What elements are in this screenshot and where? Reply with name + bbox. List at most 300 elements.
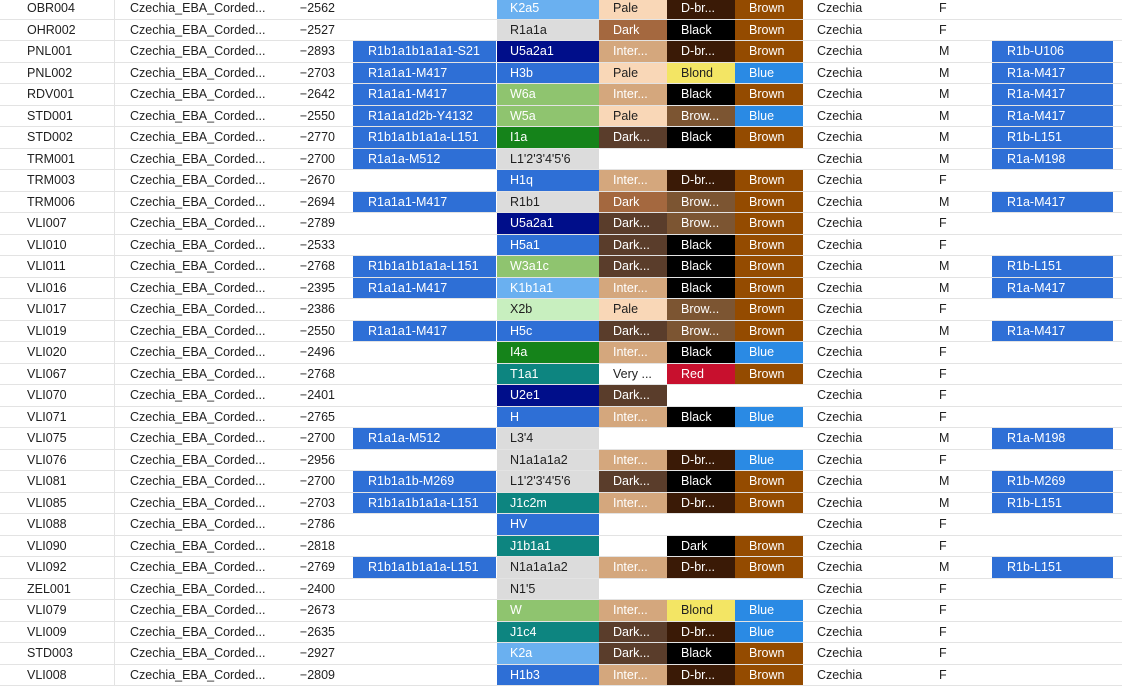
skin-color-cell[interactable]: Dark	[599, 192, 667, 213]
hair-color-cell[interactable]: D-br...	[667, 665, 735, 686]
eye-color-cell[interactable]: Brown	[735, 643, 803, 664]
table-row[interactable]	[0, 321, 1122, 343]
skin-color-cell[interactable]: Dark...	[599, 127, 667, 148]
sex-cell[interactable]: M	[939, 192, 969, 213]
date-cell[interactable]: −2550	[285, 321, 335, 342]
skin-color-cell[interactable]: Dark...	[599, 622, 667, 643]
y-group-cell[interactable]	[992, 170, 1113, 191]
table-row[interactable]	[0, 106, 1122, 128]
sex-cell[interactable]: M	[939, 63, 969, 84]
mt-haplogroup-cell[interactable]: J1c2m	[497, 493, 599, 514]
culture-cell[interactable]: Czechia_EBA_Corded...	[130, 321, 280, 342]
table-row[interactable]	[0, 622, 1122, 644]
sample-id-cell[interactable]: VLI010	[27, 235, 112, 256]
mt-haplogroup-cell[interactable]: R1a1a	[497, 20, 599, 41]
skin-color-cell[interactable]: Inter...	[599, 557, 667, 578]
y-group-cell[interactable]	[992, 579, 1113, 600]
skin-color-cell[interactable]: Dark...	[599, 385, 667, 406]
hair-color-cell[interactable]: D-br...	[667, 450, 735, 471]
country-cell[interactable]: Czechia	[817, 256, 917, 277]
sample-id-cell[interactable]: OHR002	[27, 20, 112, 41]
sample-id-cell[interactable]: VLI092	[27, 557, 112, 578]
sample-id-cell[interactable]: PNL002	[27, 63, 112, 84]
culture-cell[interactable]: Czechia_EBA_Corded...	[130, 213, 280, 234]
y-group-cell[interactable]	[992, 514, 1113, 535]
mt-haplogroup-cell[interactable]: N1a1a1a2	[497, 557, 599, 578]
culture-cell[interactable]: Czechia_EBA_Corded...	[130, 342, 280, 363]
eye-color-cell[interactable]: Brown	[735, 235, 803, 256]
table-row[interactable]	[0, 557, 1122, 579]
mt-haplogroup-cell[interactable]: T1a1	[497, 364, 599, 385]
skin-color-cell[interactable]: Inter...	[599, 600, 667, 621]
hair-color-cell[interactable]: Blond	[667, 63, 735, 84]
hair-color-cell[interactable]	[667, 149, 735, 170]
country-cell[interactable]: Czechia	[817, 192, 917, 213]
y-group-cell[interactable]: R1a-M198	[992, 428, 1113, 449]
date-cell[interactable]: −2703	[285, 63, 335, 84]
eye-color-cell[interactable]: Blue	[735, 63, 803, 84]
eye-color-cell[interactable]	[735, 385, 803, 406]
mt-haplogroup-cell[interactable]: I1a	[497, 127, 599, 148]
skin-color-cell[interactable]: Dark...	[599, 321, 667, 342]
culture-cell[interactable]: Czechia_EBA_Corded...	[130, 385, 280, 406]
date-cell[interactable]: −2768	[285, 256, 335, 277]
sex-cell[interactable]: F	[939, 536, 969, 557]
eye-color-cell[interactable]	[735, 579, 803, 600]
country-cell[interactable]: Czechia	[817, 149, 917, 170]
table-row[interactable]	[0, 235, 1122, 257]
sex-cell[interactable]: F	[939, 579, 969, 600]
y-group-cell[interactable]: R1b-L151	[992, 256, 1113, 277]
sample-id-cell[interactable]: VLI075	[27, 428, 112, 449]
culture-cell[interactable]: Czechia_EBA_Corded...	[130, 63, 280, 84]
mt-haplogroup-cell[interactable]: J1c4	[497, 622, 599, 643]
table-row[interactable]	[0, 170, 1122, 192]
table-row[interactable]	[0, 665, 1122, 686]
y-haplogroup-cell[interactable]: R1a1a-M512	[353, 149, 496, 170]
sample-id-cell[interactable]: VLI067	[27, 364, 112, 385]
country-cell[interactable]: Czechia	[817, 364, 917, 385]
eye-color-cell[interactable]	[735, 514, 803, 535]
hair-color-cell[interactable]: Brow...	[667, 299, 735, 320]
sample-id-cell[interactable]: VLI090	[27, 536, 112, 557]
skin-color-cell[interactable]: Dark...	[599, 256, 667, 277]
sex-cell[interactable]: M	[939, 106, 969, 127]
sex-cell[interactable]: F	[939, 170, 969, 191]
hair-color-cell[interactable]: Brow...	[667, 106, 735, 127]
y-haplogroup-cell[interactable]	[353, 600, 496, 621]
skin-color-cell[interactable]: Dark...	[599, 213, 667, 234]
y-haplogroup-cell[interactable]	[353, 364, 496, 385]
date-cell[interactable]: −2893	[285, 41, 335, 62]
hair-color-cell[interactable]: Brow...	[667, 192, 735, 213]
y-group-cell[interactable]	[992, 0, 1113, 19]
hair-color-cell[interactable]: D-br...	[667, 493, 735, 514]
eye-color-cell[interactable]: Brown	[735, 278, 803, 299]
date-cell[interactable]: −2562	[285, 0, 335, 19]
date-cell[interactable]: −2533	[285, 235, 335, 256]
sample-id-cell[interactable]: TRM001	[27, 149, 112, 170]
culture-cell[interactable]: Czechia_EBA_Corded...	[130, 450, 280, 471]
culture-cell[interactable]: Czechia_EBA_Corded...	[130, 364, 280, 385]
y-haplogroup-cell[interactable]	[353, 536, 496, 557]
sample-id-cell[interactable]: VLI085	[27, 493, 112, 514]
skin-color-cell[interactable]: Pale	[599, 63, 667, 84]
mt-haplogroup-cell[interactable]: N1'5	[497, 579, 599, 600]
y-haplogroup-cell[interactable]	[353, 20, 496, 41]
y-group-cell[interactable]	[992, 665, 1113, 686]
culture-cell[interactable]: Czechia_EBA_Corded...	[130, 407, 280, 428]
eye-color-cell[interactable]: Blue	[735, 450, 803, 471]
sample-id-cell[interactable]: VLI008	[27, 665, 112, 686]
y-haplogroup-cell[interactable]	[353, 407, 496, 428]
culture-cell[interactable]: Czechia_EBA_Corded...	[130, 471, 280, 492]
eye-color-cell[interactable]: Brown	[735, 493, 803, 514]
hair-color-cell[interactable]: Black	[667, 342, 735, 363]
table-row[interactable]	[0, 514, 1122, 536]
sample-id-cell[interactable]: VLI009	[27, 622, 112, 643]
sample-id-cell[interactable]: TRM003	[27, 170, 112, 191]
y-group-cell[interactable]	[992, 20, 1113, 41]
country-cell[interactable]: Czechia	[817, 557, 917, 578]
country-cell[interactable]: Czechia	[817, 450, 917, 471]
sample-id-cell[interactable]: VLI007	[27, 213, 112, 234]
date-cell[interactable]: −2694	[285, 192, 335, 213]
hair-color-cell[interactable]: Black	[667, 256, 735, 277]
y-group-cell[interactable]: R1a-M417	[992, 278, 1113, 299]
culture-cell[interactable]: Czechia_EBA_Corded...	[130, 536, 280, 557]
mt-haplogroup-cell[interactable]: K1b1a1	[497, 278, 599, 299]
culture-cell[interactable]: Czechia_EBA_Corded...	[130, 643, 280, 664]
skin-color-cell[interactable]	[599, 536, 667, 557]
sex-cell[interactable]: F	[939, 407, 969, 428]
y-haplogroup-cell[interactable]: R1a1a1d2b-Y4132	[353, 106, 496, 127]
skin-color-cell[interactable]: Inter...	[599, 170, 667, 191]
eye-color-cell[interactable]: Brown	[735, 84, 803, 105]
skin-color-cell[interactable]: Inter...	[599, 84, 667, 105]
country-cell[interactable]: Czechia	[817, 106, 917, 127]
culture-cell[interactable]: Czechia_EBA_Corded...	[130, 84, 280, 105]
date-cell[interactable]: −2496	[285, 342, 335, 363]
date-cell[interactable]: −2700	[285, 428, 335, 449]
sex-cell[interactable]: M	[939, 557, 969, 578]
y-haplogroup-cell[interactable]	[353, 213, 496, 234]
mt-haplogroup-cell[interactable]: H5c	[497, 321, 599, 342]
eye-color-cell[interactable]: Blue	[735, 342, 803, 363]
sex-cell[interactable]: F	[939, 20, 969, 41]
sex-cell[interactable]: F	[939, 643, 969, 664]
sample-id-cell[interactable]: RDV001	[27, 84, 112, 105]
hair-color-cell[interactable]: Red	[667, 364, 735, 385]
y-haplogroup-cell[interactable]: R1b1a1b1a1a1-S21	[353, 41, 496, 62]
skin-color-cell[interactable]: Pale	[599, 299, 667, 320]
eye-color-cell[interactable]: Brown	[735, 364, 803, 385]
skin-color-cell[interactable]: Dark...	[599, 643, 667, 664]
date-cell[interactable]: −2786	[285, 514, 335, 535]
y-group-cell[interactable]: R1b-M269	[992, 471, 1113, 492]
skin-color-cell[interactable]	[599, 514, 667, 535]
date-cell[interactable]: −2789	[285, 213, 335, 234]
y-group-cell[interactable]	[992, 213, 1113, 234]
hair-color-cell[interactable]: Black	[667, 84, 735, 105]
date-cell[interactable]: −2673	[285, 600, 335, 621]
country-cell[interactable]: Czechia	[817, 471, 917, 492]
country-cell[interactable]: Czechia	[817, 170, 917, 191]
table-row[interactable]	[0, 450, 1122, 472]
date-cell[interactable]: −2770	[285, 127, 335, 148]
table-row[interactable]	[0, 536, 1122, 558]
table-row[interactable]	[0, 84, 1122, 106]
date-cell[interactable]: −2769	[285, 557, 335, 578]
eye-color-cell[interactable]: Brown	[735, 170, 803, 191]
y-haplogroup-cell[interactable]: R1a1a1-M417	[353, 192, 496, 213]
y-haplogroup-cell[interactable]: R1a1a1-M417	[353, 321, 496, 342]
eye-color-cell[interactable]: Blue	[735, 106, 803, 127]
hair-color-cell[interactable]: D-br...	[667, 622, 735, 643]
mt-haplogroup-cell[interactable]: L1'2'3'4'5'6	[497, 471, 599, 492]
skin-color-cell[interactable]: Very ...	[599, 364, 667, 385]
y-haplogroup-cell[interactable]: R1a1a1-M417	[353, 84, 496, 105]
table-row[interactable]	[0, 579, 1122, 601]
eye-color-cell[interactable]: Brown	[735, 192, 803, 213]
date-cell[interactable]: −2700	[285, 149, 335, 170]
skin-color-cell[interactable]: Inter...	[599, 342, 667, 363]
skin-color-cell[interactable]: Inter...	[599, 665, 667, 686]
sample-id-cell[interactable]: VLI011	[27, 256, 112, 277]
sample-id-cell[interactable]: VLI081	[27, 471, 112, 492]
country-cell[interactable]: Czechia	[817, 213, 917, 234]
sex-cell[interactable]: M	[939, 84, 969, 105]
date-cell[interactable]: −2768	[285, 364, 335, 385]
hair-color-cell[interactable]: Black	[667, 20, 735, 41]
sample-id-cell[interactable]: STD002	[27, 127, 112, 148]
mt-haplogroup-cell[interactable]: K2a5	[497, 0, 599, 19]
y-group-cell[interactable]	[992, 643, 1113, 664]
y-group-cell[interactable]: R1b-U106	[992, 41, 1113, 62]
y-haplogroup-cell[interactable]: R1a1a-M512	[353, 428, 496, 449]
eye-color-cell[interactable]: Blue	[735, 622, 803, 643]
date-cell[interactable]: −2527	[285, 20, 335, 41]
country-cell[interactable]: Czechia	[817, 0, 917, 19]
mt-haplogroup-cell[interactable]: U5a2a1	[497, 213, 599, 234]
country-cell[interactable]: Czechia	[817, 235, 917, 256]
y-haplogroup-cell[interactable]	[353, 665, 496, 686]
y-group-cell[interactable]: R1a-M417	[992, 84, 1113, 105]
hair-color-cell[interactable]: Brow...	[667, 213, 735, 234]
sample-id-cell[interactable]: VLI019	[27, 321, 112, 342]
eye-color-cell[interactable]: Blue	[735, 600, 803, 621]
hair-color-cell[interactable]: Brow...	[667, 321, 735, 342]
country-cell[interactable]: Czechia	[817, 342, 917, 363]
y-haplogroup-cell[interactable]: R1a1a1-M417	[353, 278, 496, 299]
table-row[interactable]	[0, 364, 1122, 386]
sex-cell[interactable]: F	[939, 235, 969, 256]
mt-haplogroup-cell[interactable]: H1b3	[497, 665, 599, 686]
country-cell[interactable]: Czechia	[817, 643, 917, 664]
culture-cell[interactable]: Czechia_EBA_Corded...	[130, 557, 280, 578]
mt-haplogroup-cell[interactable]: H3b	[497, 63, 599, 84]
sex-cell[interactable]: M	[939, 149, 969, 170]
y-group-cell[interactable]	[992, 342, 1113, 363]
sex-cell[interactable]: M	[939, 278, 969, 299]
sample-id-cell[interactable]: PNL001	[27, 41, 112, 62]
hair-color-cell[interactable]: D-br...	[667, 170, 735, 191]
hair-color-cell[interactable]	[667, 428, 735, 449]
date-cell[interactable]: −2670	[285, 170, 335, 191]
table-row[interactable]	[0, 127, 1122, 149]
sex-cell[interactable]: M	[939, 321, 969, 342]
table-row[interactable]	[0, 299, 1122, 321]
culture-cell[interactable]: Czechia_EBA_Corded...	[130, 579, 280, 600]
country-cell[interactable]: Czechia	[817, 84, 917, 105]
sample-id-cell[interactable]: VLI016	[27, 278, 112, 299]
table-row[interactable]	[0, 407, 1122, 429]
y-group-cell[interactable]	[992, 364, 1113, 385]
sex-cell[interactable]: M	[939, 127, 969, 148]
y-group-cell[interactable]: R1a-M417	[992, 192, 1113, 213]
mt-haplogroup-cell[interactable]: L3'4	[497, 428, 599, 449]
sex-cell[interactable]: F	[939, 213, 969, 234]
y-haplogroup-cell[interactable]: R1b1a1b-M269	[353, 471, 496, 492]
date-cell[interactable]: −2386	[285, 299, 335, 320]
country-cell[interactable]: Czechia	[817, 20, 917, 41]
date-cell[interactable]: −2818	[285, 536, 335, 557]
sex-cell[interactable]: F	[939, 514, 969, 535]
y-haplogroup-cell[interactable]: R1b1a1b1a1a-L151	[353, 493, 496, 514]
country-cell[interactable]: Czechia	[817, 299, 917, 320]
y-group-cell[interactable]	[992, 385, 1113, 406]
sex-cell[interactable]: M	[939, 41, 969, 62]
y-group-cell[interactable]: R1a-M417	[992, 321, 1113, 342]
culture-cell[interactable]: Czechia_EBA_Corded...	[130, 149, 280, 170]
country-cell[interactable]: Czechia	[817, 536, 917, 557]
skin-color-cell[interactable]: Inter...	[599, 450, 667, 471]
eye-color-cell[interactable]: Brown	[735, 213, 803, 234]
country-cell[interactable]: Czechia	[817, 600, 917, 621]
sample-id-cell[interactable]: VLI088	[27, 514, 112, 535]
skin-color-cell[interactable]	[599, 428, 667, 449]
y-group-cell[interactable]: R1a-M417	[992, 63, 1113, 84]
y-haplogroup-cell[interactable]	[353, 0, 496, 19]
country-cell[interactable]: Czechia	[817, 41, 917, 62]
hair-color-cell[interactable]: D-br...	[667, 0, 735, 19]
y-group-cell[interactable]: R1b-L151	[992, 493, 1113, 514]
sex-cell[interactable]: M	[939, 428, 969, 449]
hair-color-cell[interactable]: D-br...	[667, 557, 735, 578]
table-row[interactable]	[0, 385, 1122, 407]
y-group-cell[interactable]	[992, 299, 1113, 320]
country-cell[interactable]: Czechia	[817, 514, 917, 535]
skin-color-cell[interactable]: Dark	[599, 20, 667, 41]
mt-haplogroup-cell[interactable]: N1a1a1a2	[497, 450, 599, 471]
y-haplogroup-cell[interactable]	[353, 514, 496, 535]
table-row[interactable]	[0, 493, 1122, 515]
mt-haplogroup-cell[interactable]: W3a1c	[497, 256, 599, 277]
hair-color-cell[interactable]: Black	[667, 407, 735, 428]
country-cell[interactable]: Czechia	[817, 665, 917, 686]
table-row[interactable]	[0, 20, 1122, 42]
country-cell[interactable]: Czechia	[817, 127, 917, 148]
skin-color-cell[interactable]: Inter...	[599, 407, 667, 428]
y-group-cell[interactable]	[992, 450, 1113, 471]
sex-cell[interactable]: F	[939, 364, 969, 385]
mt-haplogroup-cell[interactable]: W	[497, 600, 599, 621]
y-haplogroup-cell[interactable]: R1b1a1b1a1a-L151	[353, 557, 496, 578]
y-haplogroup-cell[interactable]	[353, 643, 496, 664]
table-row[interactable]	[0, 192, 1122, 214]
date-cell[interactable]: −2401	[285, 385, 335, 406]
y-group-cell[interactable]	[992, 622, 1113, 643]
y-haplogroup-cell[interactable]	[353, 450, 496, 471]
sample-id-cell[interactable]: VLI020	[27, 342, 112, 363]
y-haplogroup-cell[interactable]: R1b1a1b1a1a-L151	[353, 127, 496, 148]
sample-id-cell[interactable]: VLI079	[27, 600, 112, 621]
skin-color-cell[interactable]	[599, 149, 667, 170]
date-cell[interactable]: −2809	[285, 665, 335, 686]
eye-color-cell[interactable]: Brown	[735, 41, 803, 62]
culture-cell[interactable]: Czechia_EBA_Corded...	[130, 20, 280, 41]
hair-color-cell[interactable]: Black	[667, 127, 735, 148]
country-cell[interactable]: Czechia	[817, 579, 917, 600]
culture-cell[interactable]: Czechia_EBA_Corded...	[130, 600, 280, 621]
skin-color-cell[interactable]: Pale	[599, 106, 667, 127]
table-row[interactable]	[0, 63, 1122, 85]
sample-id-cell[interactable]: VLI070	[27, 385, 112, 406]
table-row[interactable]	[0, 0, 1122, 20]
sample-id-cell[interactable]: OBR004	[27, 0, 112, 19]
culture-cell[interactable]: Czechia_EBA_Corded...	[130, 106, 280, 127]
table-row[interactable]	[0, 213, 1122, 235]
sex-cell[interactable]: F	[939, 0, 969, 19]
y-group-cell[interactable]	[992, 235, 1113, 256]
table-row[interactable]	[0, 471, 1122, 493]
mt-haplogroup-cell[interactable]: R1b1	[497, 192, 599, 213]
table-row[interactable]	[0, 41, 1122, 63]
y-group-cell[interactable]: R1b-L151	[992, 127, 1113, 148]
hair-color-cell[interactable]: Blond	[667, 600, 735, 621]
date-cell[interactable]: −2550	[285, 106, 335, 127]
sample-id-cell[interactable]: STD003	[27, 643, 112, 664]
sex-cell[interactable]: F	[939, 622, 969, 643]
mt-haplogroup-cell[interactable]: X2b	[497, 299, 599, 320]
eye-color-cell[interactable]: Brown	[735, 557, 803, 578]
hair-color-cell[interactable]	[667, 514, 735, 535]
culture-cell[interactable]: Czechia_EBA_Corded...	[130, 192, 280, 213]
eye-color-cell[interactable]	[735, 428, 803, 449]
sample-id-cell[interactable]: VLI076	[27, 450, 112, 471]
mt-haplogroup-cell[interactable]: H1q	[497, 170, 599, 191]
country-cell[interactable]: Czechia	[817, 385, 917, 406]
culture-cell[interactable]: Czechia_EBA_Corded...	[130, 428, 280, 449]
culture-cell[interactable]: Czechia_EBA_Corded...	[130, 665, 280, 686]
mt-haplogroup-cell[interactable]: HV	[497, 514, 599, 535]
y-haplogroup-cell[interactable]	[353, 299, 496, 320]
date-cell[interactable]: −2956	[285, 450, 335, 471]
country-cell[interactable]: Czechia	[817, 493, 917, 514]
table-row[interactable]	[0, 428, 1122, 450]
hair-color-cell[interactable]: Black	[667, 235, 735, 256]
skin-color-cell[interactable]: Inter...	[599, 278, 667, 299]
sex-cell[interactable]: F	[939, 385, 969, 406]
culture-cell[interactable]: Czechia_EBA_Corded...	[130, 235, 280, 256]
eye-color-cell[interactable]: Brown	[735, 20, 803, 41]
culture-cell[interactable]: Czechia_EBA_Corded...	[130, 170, 280, 191]
y-haplogroup-cell[interactable]	[353, 622, 496, 643]
mt-haplogroup-cell[interactable]: H5a1	[497, 235, 599, 256]
culture-cell[interactable]: Czechia_EBA_Corded...	[130, 256, 280, 277]
country-cell[interactable]: Czechia	[817, 622, 917, 643]
table-row[interactable]	[0, 342, 1122, 364]
